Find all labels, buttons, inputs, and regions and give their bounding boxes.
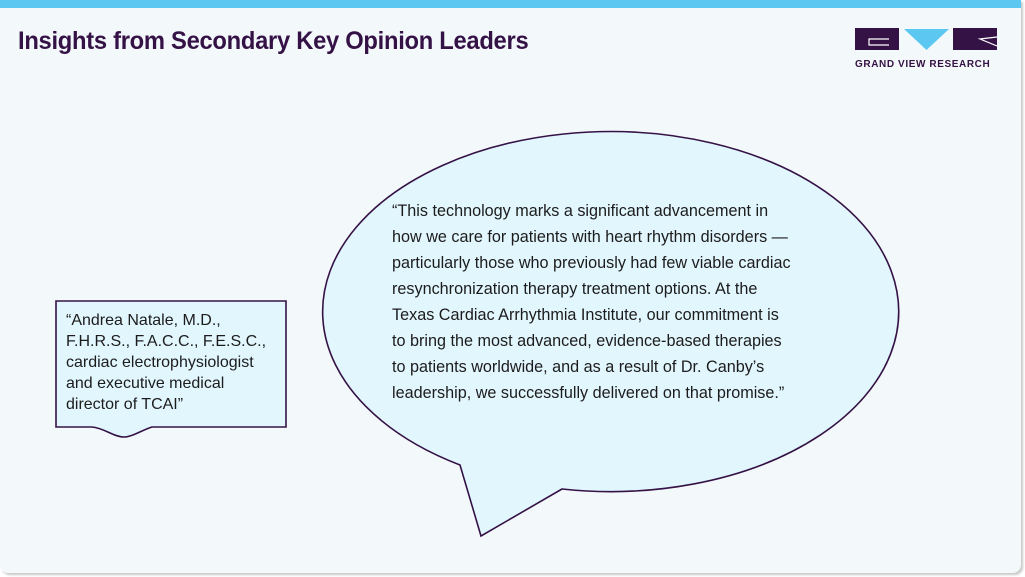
page-title: Insights from Secondary Key Opinion Leaders: [18, 27, 529, 55]
quote-line: “This technology marks a significant advancement in: [392, 202, 769, 220]
quote-line: particularly those who previously had few viable cardiac: [392, 254, 791, 272]
attribution-line: “Andrea Natale, M.D.,: [66, 312, 221, 329]
attribution-callout: [66, 310, 284, 415]
attribution-line: and executive medical: [66, 375, 225, 392]
attribution-line: cardiac electrophysiologist: [66, 354, 254, 371]
quote-line: leadership, we successfully delivered on that promise.”: [392, 384, 785, 402]
attribution-line: director of TCAI”: [66, 396, 184, 413]
logo-wordmark: GRAND VIEW RESEARCH: [855, 59, 991, 70]
quote-text: [392, 198, 832, 406]
quote-line: to patients worldwide, and as a result of Dr. Canby’s: [392, 358, 765, 376]
quote-line: to bring the most advanced, evidence-based therapies: [392, 332, 782, 350]
attribution-line: F.H.R.S., F.A.C.C., F.E.S.C.,: [66, 333, 267, 350]
quote-line: resynchronization therapy treatment options. At the: [392, 280, 758, 298]
quote-line: Texas Cardiac Arrhythmia Institute, our commitment is: [392, 306, 779, 324]
quote-line: how we care for patients with heart rhythm disorders —: [392, 228, 788, 246]
